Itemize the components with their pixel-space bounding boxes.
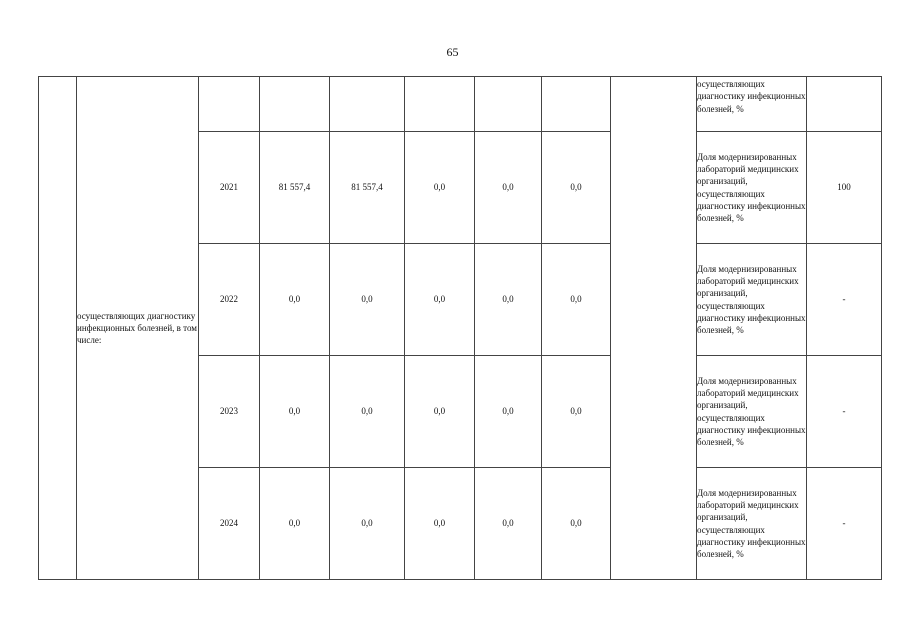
index-cell xyxy=(39,77,77,580)
amount-cell: 0,0 xyxy=(542,132,611,244)
measure-name-cell xyxy=(77,77,199,580)
year-cell: 2023 xyxy=(199,356,260,468)
amount-cell: 0,0 xyxy=(330,356,405,468)
indicator-cell xyxy=(697,132,807,244)
year-cell: 2024 xyxy=(199,468,260,580)
amount-cell: 0,0 xyxy=(405,356,475,468)
indicator-cell xyxy=(697,77,807,132)
amount-cell: 81 557,4 xyxy=(330,132,405,244)
amount-cell: 0,0 xyxy=(260,468,330,580)
amount-cell: 0,0 xyxy=(542,468,611,580)
amount-cell: 0,0 xyxy=(542,244,611,356)
table-row xyxy=(39,77,882,132)
amount-cell: 0,0 xyxy=(330,244,405,356)
amount-cell: 0,0 xyxy=(475,356,542,468)
amount-cell: 0,0 xyxy=(542,356,611,468)
indicator-text: Доля модернизированных лабораторий медицинских организаций, осуществляющих диагностику инфекционных болезней, % xyxy=(697,375,806,448)
amount-cell: 0,0 xyxy=(405,468,475,580)
indicator-value-cell: 100 xyxy=(807,132,882,244)
amount-cell: 0,0 xyxy=(260,244,330,356)
amount-cell: 0,0 xyxy=(475,244,542,356)
amount-cell xyxy=(260,77,330,132)
indicator-text: осуществляющих диагностику инфекционных болезней, % xyxy=(697,79,806,114)
indicator-text: Доля модернизированных лабораторий медицинских организаций, осуществляющих диагностику инфекционных болезней, % xyxy=(697,263,806,336)
amount-cell: 0,0 xyxy=(475,468,542,580)
amount-cell: 0,0 xyxy=(405,132,475,244)
amount-cell: 0,0 xyxy=(330,468,405,580)
indicator-cell xyxy=(697,468,807,580)
indicator-value-cell xyxy=(807,77,882,132)
amount-cell: 0,0 xyxy=(475,132,542,244)
measure-name: осуществляющих диагностику инфекционных болезней, в том числе: xyxy=(77,310,197,346)
indicator-text: Доля модернизированных лабораторий медицинских организаций, осуществляющих диагностику инфекционных болезней, % xyxy=(697,487,806,560)
year-cell xyxy=(199,77,260,132)
amount-cell: 0,0 xyxy=(405,244,475,356)
year-cell: 2021 xyxy=(199,132,260,244)
amount-cell: 81 557,4 xyxy=(260,132,330,244)
executor-cell xyxy=(611,77,697,580)
indicator-cell xyxy=(697,244,807,356)
page-number: 65 xyxy=(446,45,459,59)
program-table xyxy=(38,76,882,580)
year-cell: 2022 xyxy=(199,244,260,356)
amount-cell xyxy=(475,77,542,132)
amount-cell xyxy=(405,77,475,132)
amount-cell: 0,0 xyxy=(260,356,330,468)
indicator-value-cell: - xyxy=(807,468,882,580)
amount-cell xyxy=(330,77,405,132)
indicator-value-cell: - xyxy=(807,244,882,356)
indicator-value-cell: - xyxy=(807,356,882,468)
indicator-cell xyxy=(697,356,807,468)
amount-cell xyxy=(542,77,611,132)
indicator-text: Доля модернизированных лабораторий медицинских организаций, осуществляющих диагностику инфекционных болезней, % xyxy=(697,151,806,224)
